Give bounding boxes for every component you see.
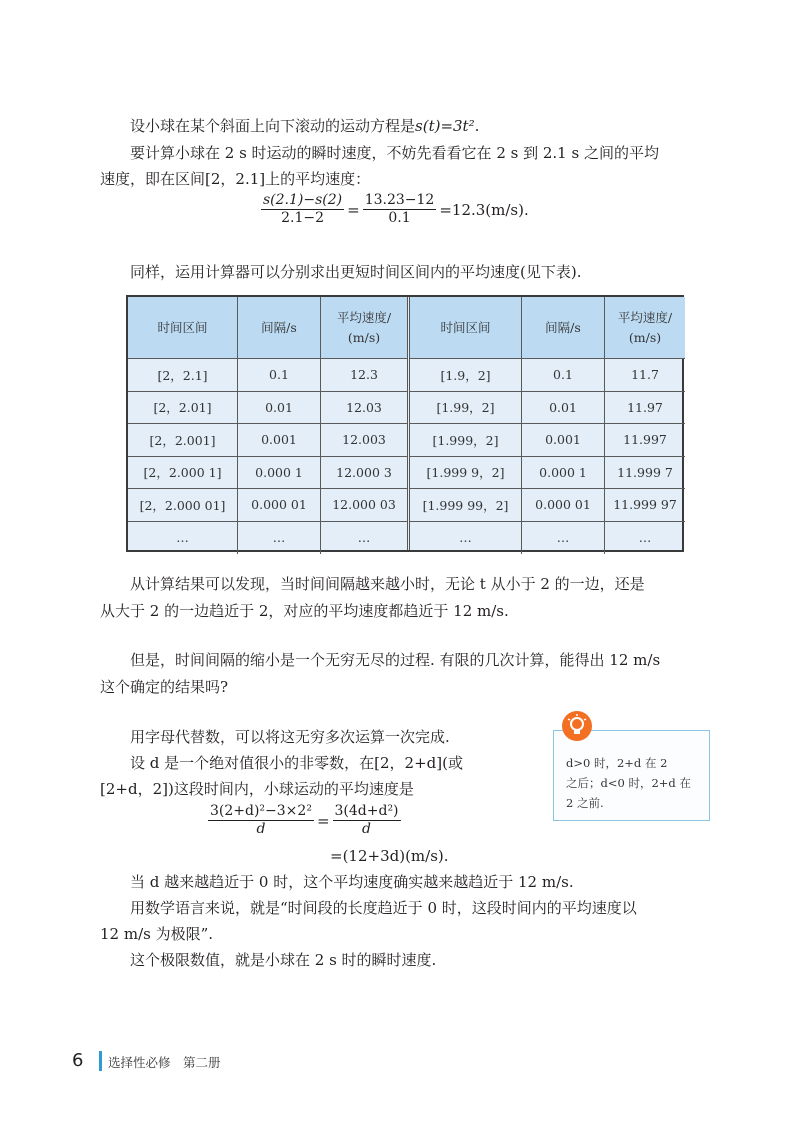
lightbulb-icon [562, 711, 592, 741]
equation-1-denominator-2: 0.1 [388, 210, 411, 226]
table-cell-left-2-0: [2，2.001] [128, 424, 238, 457]
equation-1-numerator-2: 13.23−12 [364, 192, 435, 208]
table-header-right-0: 时间区间 [410, 297, 522, 359]
side-note-line-2: 之后；d<0 时，2+d 在 [566, 776, 691, 790]
equation-2-denominator-2: d [362, 821, 371, 837]
table-cell-right-4-2: 11.999 97 [605, 489, 685, 522]
footer-accent-bar [99, 1051, 102, 1071]
table-cell-right-0-1: 0.1 [522, 359, 605, 392]
equation-1-equals: = [347, 200, 360, 219]
table-cell-right-4-0: [1.999 99，2] [410, 489, 522, 522]
paragraph-9-line-1: 用数学语言来说，就是“时间段的长度趋近于 0 时，这段时间内的平均速度以 [130, 899, 637, 917]
paragraph-5-line-1: 但是，时间间隔的缩小是一个无穷无尽的过程. 有限的几次计算，能得出 12 m/s [130, 651, 661, 669]
table-cell-right-5-0: … [410, 522, 522, 555]
equation-2-denominator-1: d [256, 821, 266, 837]
paragraph-1-text: 设小球在某个斜面上向下滚动的运动方程是 [130, 117, 416, 135]
table-cell-right-3-0: [1.999 9，2] [410, 457, 522, 490]
table-cell-right-1-2: 11.97 [605, 392, 685, 425]
paragraph-1-formula: s(t)=3t² [415, 117, 475, 135]
table-cell-right-4-1: 0.000 01 [522, 489, 605, 522]
equation-2-numerator-2: 3(4d+d²) [334, 803, 399, 819]
equation-1-fraction-1 [261, 192, 344, 227]
paragraph-10: 这个极限数值，就是小球在 2 s 时的瞬时速度. [130, 951, 437, 969]
paragraph-5-line-2: 这个确定的结果吗? [100, 678, 229, 696]
table-cell-left-4-0: [2，2.000 01] [128, 489, 238, 522]
table-left-half [128, 297, 407, 550]
paragraph-2-line-2: 速度，即在区间[2，2.1]上的平均速度： [100, 170, 371, 188]
table-cell-left-1-2: 12.03 [321, 392, 407, 425]
table-cell-right-2-0: [1.999，2] [410, 424, 522, 457]
paragraph-7-line-1: 设 d 是一个绝对值很小的非零数，在[2，2+d](或 [130, 754, 463, 772]
table-header-left-1: 间隔/s [238, 297, 321, 359]
paragraph-6: 用字母代替数，可以将这无穷多次运算一次完成. [130, 728, 450, 746]
table-cell-left-4-1: 0.000 01 [238, 489, 321, 522]
equation-1-result: =12.3(m/s). [439, 200, 529, 219]
table-cell-left-3-0: [2，2.000 1] [128, 457, 238, 490]
equation-1-fraction-2 [363, 192, 437, 227]
equation-1-numerator-1: s(2.1)−s(2) [263, 192, 343, 208]
table-cell-left-5-1: … [238, 522, 321, 555]
table-cell-right-0-0: [1.9，2] [410, 359, 522, 392]
paragraph-1-end: . [474, 117, 480, 135]
paragraph-4-line-1: 从计算结果可以发现，当时间间隔越来越小时，无论 t 从小于 2 的一边，还是 [130, 575, 645, 593]
paragraph-4-line-2: 从大于 2 的一边趋近于 2，对应的平均速度都趋近于 12 m/s. [100, 602, 509, 620]
table-cell-right-3-1: 0.000 1 [522, 457, 605, 490]
table-cell-left-0-2: 12.3 [321, 359, 407, 392]
table-cell-left-5-0: … [128, 522, 238, 555]
table-header-left-2: 平均速度/ (m/s) [321, 297, 407, 359]
table-cell-right-3-2: 11.999 7 [605, 457, 685, 490]
paragraph-9-line-2: 12 m/s 为极限”. [100, 925, 214, 943]
table-cell-right-2-2: 11.997 [605, 424, 685, 457]
table-cell-right-2-1: 0.001 [522, 424, 605, 457]
paragraph-2-line-1: 要计算小球在 2 s 时运动的瞬时速度，不妨先看看它在 2 s 到 2.1 s 之间的平均 [130, 144, 659, 162]
equation-1-denominator-1: 2.1−2 [281, 210, 325, 226]
table-cell-left-0-1: 0.1 [238, 359, 321, 392]
table-cell-left-0-0: [2，2.1] [128, 359, 238, 392]
table-cell-left-2-1: 0.001 [238, 424, 321, 457]
table-cell-left-4-2: 12.000 03 [321, 489, 407, 522]
table-header-right-1: 间隔/s [522, 297, 605, 359]
table-cell-right-5-2: … [638, 530, 652, 546]
paragraph-8: 当 d 越来越趋近于 0 时，这个平均速度确实越来越趋近于 12 m/s. [130, 873, 574, 891]
table-cell-left-3-2: 12.000 3 [321, 457, 407, 490]
equation-2-numerator-1: 3(2+d)²−3×2² [210, 803, 312, 819]
side-note-line-1: d>0 时，2+d 在 2 [566, 756, 668, 770]
table-cell-right-1-1: 0.01 [522, 392, 605, 425]
table-cell-right-1-0: [1.99，2] [410, 392, 522, 425]
table-cell-left-3-1: 0.000 1 [238, 457, 321, 490]
equation-2 [205, 803, 404, 838]
paragraph-1 [100, 116, 710, 136]
table-cell-right-0-2: 11.7 [605, 359, 685, 392]
side-note [553, 730, 710, 821]
table-header-left-0: 时间区间 [128, 297, 238, 359]
equation-2-result: =(12+3d)(m/s). [330, 847, 449, 865]
side-note-line-3: 2 之前. [566, 796, 604, 810]
equation-2-fraction-1 [208, 803, 314, 838]
equation-2-fraction-2 [333, 803, 401, 838]
paragraph-3: 同样，运用计算器可以分别求出更短时间区间内的平均速度(见下表). [130, 263, 582, 281]
paragraph-7-line-2: [2+d，2])这段时间内，小球运动的平均速度是 [100, 780, 414, 798]
equation-1 [258, 192, 529, 227]
table-cell-left-2-2: 12.003 [321, 424, 407, 457]
average-speed-table [126, 295, 684, 552]
table-cell-right-5-1: … [522, 522, 605, 555]
table-cell-left-1-1: 0.01 [238, 392, 321, 425]
table-right-half [407, 297, 685, 550]
page-number: 6 [72, 1050, 84, 1071]
table-header-right-2: 平均速度/ (m/s) [605, 297, 685, 359]
equation-2-equals: = [316, 811, 330, 830]
book-title: 选择性必修 第二册 [108, 1055, 221, 1070]
table-cell-left-1-0: [2，2.01] [128, 392, 238, 425]
table-cell-left-5-2: … [357, 530, 371, 546]
